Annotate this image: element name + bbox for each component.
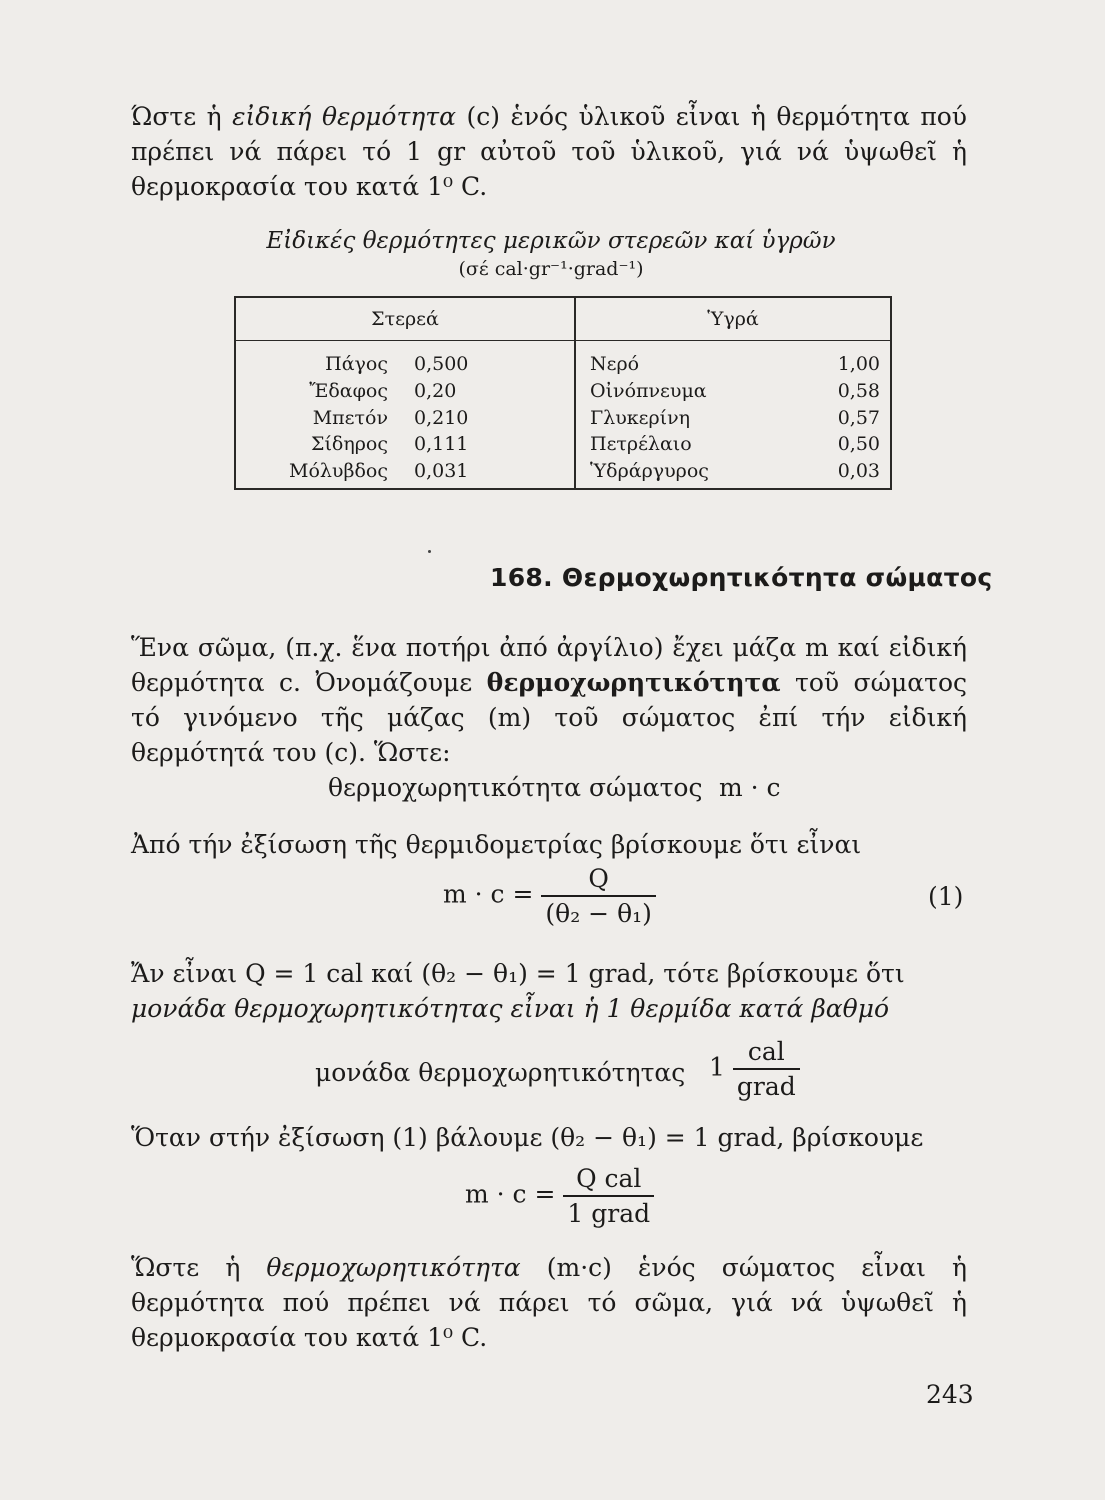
table-cell-solid: [235, 431, 575, 458]
conclusion-term: θερμοχωρητικότητα: [266, 1253, 521, 1282]
table-cell-liquid: [575, 457, 891, 489]
conclusion-text: Ὥστε ἡ: [131, 1253, 267, 1282]
header-liquids: Ὑγρά: [575, 297, 891, 341]
body-paragraph-2: [131, 827, 967, 862]
solid-name: Σίδηρος: [311, 433, 388, 456]
solid-value: 0,031: [414, 459, 469, 482]
definition-unit-label: μονάδα θερμοχωρητικότητας: [315, 1058, 686, 1087]
solid-name: Μόλυβδος: [289, 459, 388, 482]
solid-value: 0,210: [414, 406, 469, 429]
body-paragraph-3: [131, 956, 967, 1026]
body3-text: Ἄν εἶναι Q = 1 cal καί (θ₂ − θ₁) = 1 grad, τότε βρίσκουμε ὅτι: [131, 959, 905, 988]
unit-denominator: grad: [733, 1068, 800, 1101]
table-cell-liquid: [575, 378, 891, 405]
page-number: 243: [926, 1380, 974, 1409]
table-cell-liquid: [575, 404, 891, 431]
body1-text-rest: τοῦ σώματος τό γινόμενο τῆς μάζας (m) τοῦ σώματος ἐπί τήν εἰδική θερμότητά του (c). Ὥστε:: [131, 668, 967, 767]
body1-term: θερμοχωρητικότητα: [486, 668, 781, 697]
conclusion-paragraph: [131, 1250, 967, 1355]
equation-1-denominator: (θ₂ − θ₁): [541, 895, 656, 928]
liquid-name: Οἰνόπνευμα: [590, 380, 707, 403]
liquid-name: Πετρέλαιο: [590, 433, 692, 456]
liquid-value: 0,57: [837, 406, 880, 429]
definition-heat-capacity: [328, 773, 702, 802]
liquid-value: 0,58: [837, 380, 880, 403]
body2-text: Ἀπό τήν ἐξίσωση τῆς θερμιδομετρίας βρίσκουμε ὅτι εἶναι: [131, 830, 862, 859]
equation-1: [443, 864, 656, 928]
intro-text: Ώστε ἡ: [131, 102, 233, 131]
table-caption-units: (σέ cal·gr⁻¹·grad⁻¹): [458, 258, 644, 280]
table-cell-solid: [235, 341, 575, 378]
intro-text-rest: (c) ἑνός ὑλικοῦ εἶναι ἡ θερμότητα πού πρέπει νά πάρει τό 1 gr αὐτοῦ τοῦ ὑλικοῦ, γιά νά ὑψωθεῖ ἡ θερμοκρασία του κατά 1⁰ C.: [131, 102, 967, 201]
unit-numerator: cal: [747, 1037, 785, 1066]
definition-expression: [719, 773, 781, 802]
liquid-value: 0,03: [837, 459, 880, 482]
solid-name: Μπετόν: [312, 406, 388, 429]
definition-label: θερμοχωρητικότητα σώματος: [328, 773, 703, 802]
body4-text: Ὅταν στήν ἐξίσωση (1) βάλουμε (θ₂ − θ₁) = 1 grad, βρίσκουμε: [131, 1123, 924, 1152]
liquid-name: Ὑδράργυρος: [590, 459, 709, 482]
solid-name: Πάγος: [325, 353, 388, 376]
print-speck: [428, 550, 431, 553]
solid-name: Ἔδαφος: [309, 380, 388, 403]
body1-text: Ἕνα σῶμα, (π.χ. ἕνα ποτήρι ἀπό ἀργίλιο) ἔχει μάζα m καί εἰδική θερμότητα c. Ὀνομάζουμε: [131, 633, 967, 697]
equation-2-lhs: m · c =: [465, 1179, 556, 1209]
table-cell-liquid: [575, 341, 891, 378]
table-caption-title: Εἰδικές θερμότητες μερικῶν στερεῶν καί ὑγρῶν: [266, 228, 836, 254]
equation-2-fraction: [563, 1164, 654, 1228]
solid-value: 0,500: [414, 353, 469, 376]
body3-italic-text: μονάδα θερμοχωρητικότητας εἶναι ἡ 1 θερμίδα κατά βαθμό: [131, 994, 890, 1023]
conclusion-text-rest: (m·c) ἑνός σώματος εἶναι ἡ θερμότητα πού πρέπει νά πάρει τό σῶμα, γιά νά ὑψωθεῖ ἡ θερμοκρασία του κατά 1⁰ C.: [131, 1253, 968, 1352]
liquid-value: 0,50: [837, 433, 880, 456]
table-caption: [231, 226, 871, 282]
equation-1-tag: (1): [928, 882, 964, 911]
solid-value: 0,111: [414, 433, 469, 456]
unit-one: 1: [709, 1052, 725, 1082]
liquid-name: Γλυκερίνη: [590, 406, 691, 429]
section-heading: 168. Θερμοχωρητικότητα σώματος: [490, 563, 993, 592]
equation-2-denominator: 1 grad: [563, 1195, 654, 1228]
equation-2: [465, 1164, 654, 1228]
definition-expr: m · c: [719, 773, 781, 802]
intro-paragraph: [131, 99, 967, 204]
liquid-name: Νερό: [590, 353, 640, 376]
equation-1-fraction: [541, 864, 656, 928]
body-paragraph-4: [131, 1120, 967, 1155]
liquid-value: 1,00: [837, 353, 880, 376]
body-paragraph-1: [131, 630, 967, 770]
intro-term: εἰδική θερμότητα: [232, 102, 456, 131]
header-solids: Στερεά: [235, 297, 575, 341]
specific-heat-table: [234, 296, 892, 490]
unit-fraction: [733, 1037, 800, 1101]
table-cell-solid: [235, 404, 575, 431]
equation-1-lhs: m · c =: [443, 879, 534, 909]
solid-value: 0,20: [414, 380, 457, 403]
table-cell-liquid: [575, 431, 891, 458]
table-cell-solid: [235, 457, 575, 489]
equation-1-numerator: Q: [588, 864, 609, 893]
table-cell-solid: [235, 378, 575, 405]
equation-2-numerator: Q cal: [576, 1164, 642, 1193]
definition-unit: [709, 1037, 800, 1101]
